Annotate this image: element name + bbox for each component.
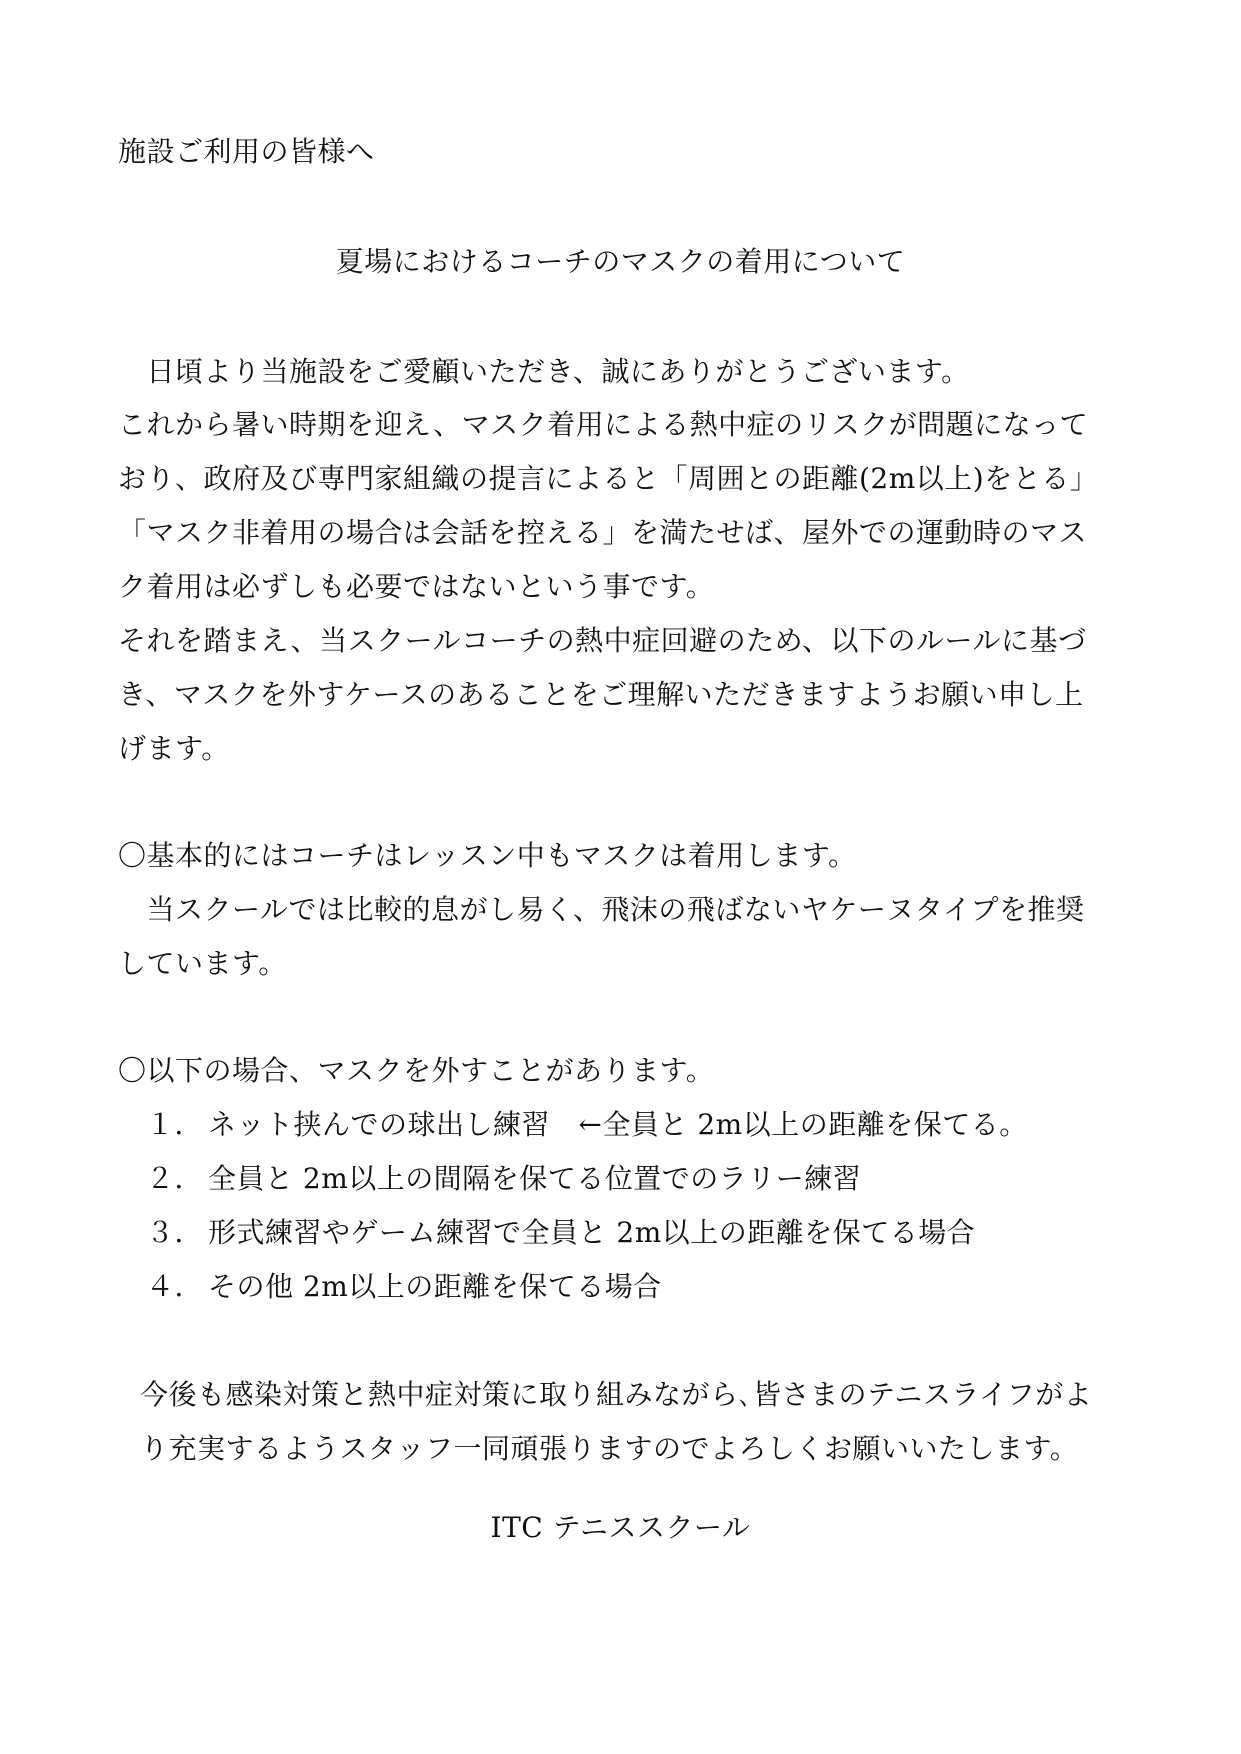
list-text: 形式練習やゲーム練習で全員と 2m以上の距離を保てる場合 [208, 1216, 976, 1249]
intro-line: おり、政府及び専門家組織の提言によると「周囲との距離(2m以上)をとる」 [118, 462, 1099, 495]
basic-rule-line: 〇基本的にはコーチはレッスン中もマスクは着用します。 [118, 839, 857, 872]
closing-line: り充実するようスタッフ一同頑張りますのでよろしくお願いいたします。 [140, 1432, 1079, 1465]
basic-rule-line: 当スクールでは比較的息がし易く、飛沫の飛ばないヤケーヌタイプを推奨 [118, 893, 1085, 926]
list-item [146, 1215, 975, 1251]
list-number: ４． [146, 1270, 204, 1303]
list-item [146, 1161, 861, 1197]
intro-line: ク着用は必ずしも必要ではないという事です。 [118, 570, 715, 603]
intro-line: それを踏まえ、当スクールコーチの熱中症回避のため、以下のルールに基づ [118, 624, 1087, 657]
list-item [146, 1269, 662, 1305]
notice-title: 夏場におけるコーチのマスクの着用について [335, 245, 906, 278]
greeting: 施設ご利用の皆様へ [118, 135, 375, 168]
list-number: １． [146, 1108, 204, 1141]
list-text: 全員と 2m以上の間隔を保てる位置でのラリー練習 [208, 1162, 862, 1195]
closing-line: 今後も感染対策と熱中症対策に取り組みながら､皆さまのテニスライフがよ [140, 1378, 1093, 1411]
intro-line: 日頃より当施設をご愛顧いただき、誠にありがとうございます。 [118, 355, 970, 388]
list-item [146, 1107, 1028, 1143]
list-number: ３． [146, 1216, 204, 1249]
intro-line: き、マスクを外すケースのあることをご理解いただきますようお願い申し上 [118, 678, 1084, 711]
cases-heading: 〇以下の場合、マスクを外すことがあります。 [118, 1054, 715, 1087]
list-text: その他 2m以上の距離を保てる場合 [208, 1270, 662, 1303]
intro-line: げます。 [118, 732, 230, 765]
intro-line: 「マスク非着用の場合は会話を控える」を満たせば、屋外での運動時のマス [118, 516, 1088, 549]
list-text: ネット挟んでの球出し練習 ←全員と 2m以上の距離を保てる。 [208, 1108, 1028, 1141]
signature: ITC テニススクール [490, 1511, 751, 1544]
list-number: ２． [146, 1162, 204, 1195]
intro-line: これから暑い時期を迎え、マスク着用による熱中症のリスクが問題になって [118, 408, 1089, 441]
basic-rule-line: しています。 [118, 947, 287, 980]
